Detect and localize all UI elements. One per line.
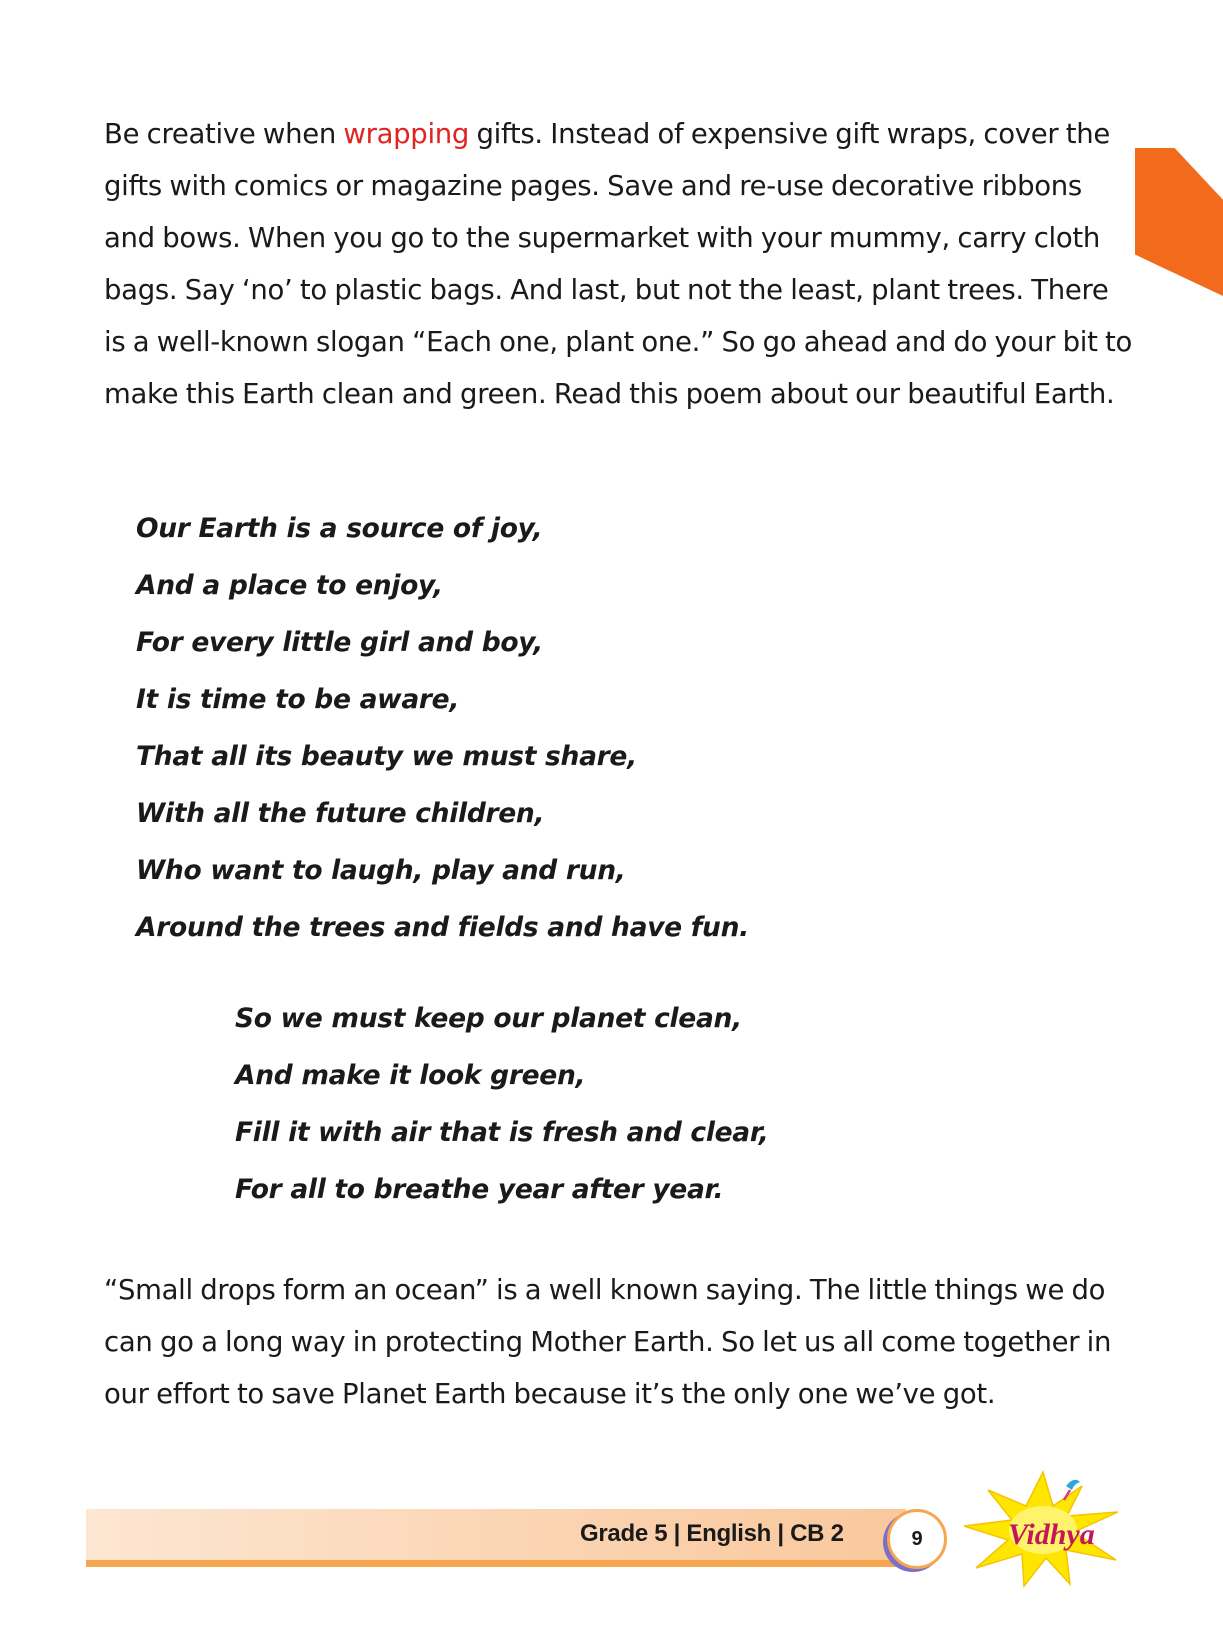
highlighted-word: wrapping (343, 118, 470, 150)
poem-line: For all to breathe year after year. (235, 1174, 724, 1205)
footer-label: Grade 5 | English | CB 2 (580, 1520, 844, 1547)
poem-line: And a place to enjoy, (136, 570, 443, 601)
poem-line: So we must keep our planet clean, (235, 1003, 742, 1034)
poem-line: It is time to be aware, (136, 684, 460, 715)
closing-paragraph: “Small drops form an ocean” is a well known saying. The little things we do can go a long way in protecting Mother Earth. So let us all come together in our effort to save Planet Earth because it’s the only one we’ve got. (104, 1274, 1112, 1410)
poem-stanza-2 (235, 990, 769, 1218)
poem-line: And make it look green, (235, 1060, 586, 1091)
poem-line: Fill it with air that is fresh and clear, (235, 1117, 769, 1148)
orange-corner-tab (1135, 148, 1223, 296)
poem-line: Around the trees and fields and have fun. (136, 912, 749, 943)
poem-stanza-1 (136, 500, 749, 956)
logo-text: Vidhya (1008, 1518, 1095, 1551)
poem-line: With all the future children, (136, 798, 545, 829)
intro-text-rest: gifts. Instead of expensive gift wraps, cover the gifts with comics or magazine pages. Save and re-use decorative ribbons and bows. When you go to the supermarket with your mummy, carry cloth bags. Say ‘no’ to plastic bags. And last, but not the least, plant trees. There is a well-known slogan “Each one, plant one.” So go ahead and do your bit to make this Earth clean and green. Read this poem about our beautiful Earth. (104, 118, 1133, 410)
intro-text-start: Be creative when (104, 118, 344, 150)
vidhya-logo (958, 1468, 1128, 1588)
poem-line: Our Earth is a source of joy, (136, 513, 543, 544)
page-number: 9 (887, 1509, 947, 1569)
poem-line: That all its beauty we must share, (136, 741, 637, 772)
intro-paragraph (104, 108, 1134, 420)
poem-line: For every little girl and boy, (136, 627, 543, 658)
poem-line: Who want to laugh, play and run, (136, 855, 626, 886)
